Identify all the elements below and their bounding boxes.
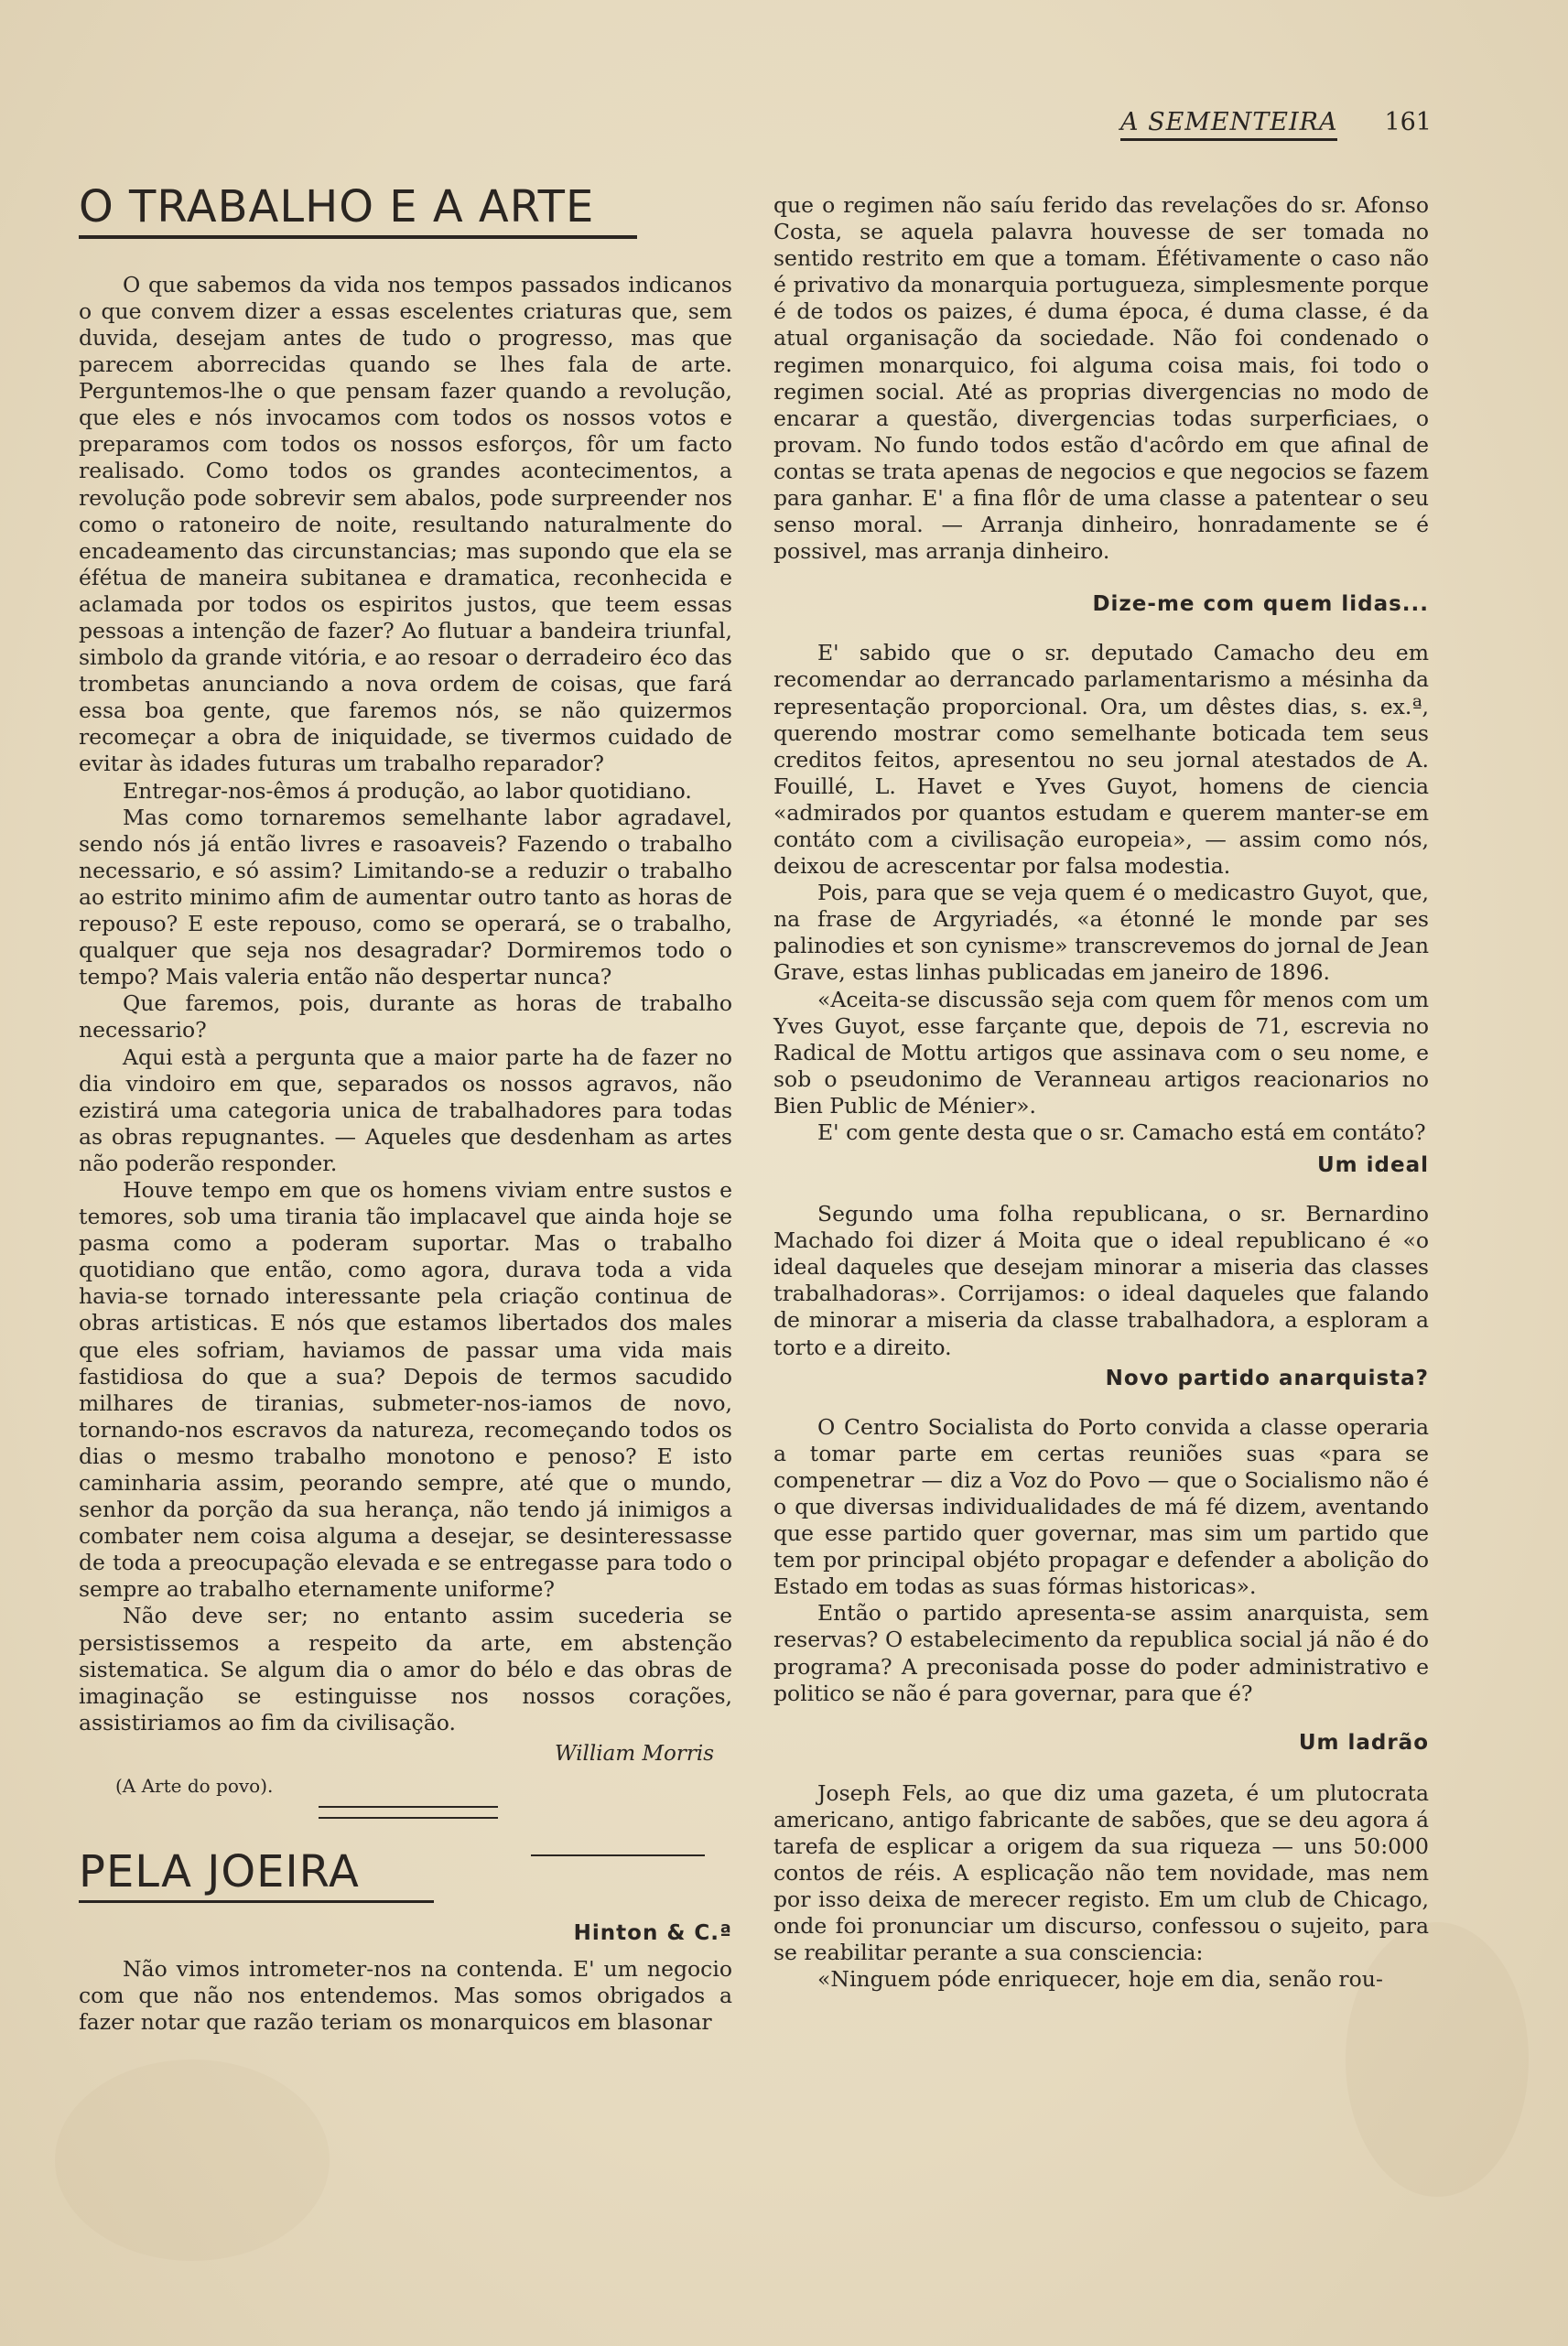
paragraph: Segundo uma folha republicana, o sr. Bernardino Machado foi dizer á Moita que o ideal republicano é «o ideal daqueles que desejam minorar a miseria das classes trabalhadoras». Corrijamos: o ideal daqueles que falando de minorar a miseria da classe trabalhadora, a esploram a torto e a direito. [773,1201,1429,1360]
subheading-um-ideal: Um ideal [1316,1153,1429,1178]
paragraph: O que sabemos da vida nos tempos passados indicanos o que convem dizer a essas escelentes criaturas que, sem duvida, desejam antes de tudo o progresso, mas que parecem aborrecidas quando se lhes fala de arte. Perguntemos-lhe o que pensam fazer quando a revolução, que eles e nós invocamos com todos os nossos votos e preparamos com todos os nossos esforços, fôr um facto realisado. Como todos os grandes acontecimentos, a revolução pode sobrevir sem abalos, pode surpreender nos como o ratoneiro de noite, resultando naturalmente do encadeamento das circunstancias; mas supondo que ela se éfétua de maneira subitanea e dramatica, reconhecida e aclamada por todos os espiritos justos, que teem essas pessoas a intenção de fazer? Ao flutuar a bandeira triunfal, simbolo da grande vitória, e ao resoar o derradeiro éco das trombetas anunciando a nova ordem de coisas, que fará essa boa gente, que faremos nós, se não quizermos recomeçar a obra de iniquidade, se tivermos cuidado de evitar às idades futuras um trabalho reparador? [79,271,732,777]
paragraph: Que faremos, pois, durante as horas de trabalho necessario? [79,990,732,1043]
divider-rule [319,1806,498,1808]
author-signature: William Morris [554,1741,714,1766]
title-underline [79,1900,434,1903]
paragraph: Então o partido apresenta-se assim anarquista, sem reservas? O estabelecimento da republica social já não é do programa? A preconisada posse do poder administrativo e politico se não é para governar, para que é? [773,1600,1429,1706]
paragraph: Houve tempo em que os homens viviam entre sustos e temores, sob uma tirania tão implacavel que ainda hoje se pasma como a poderam suportar. Mas o trabalho quotidiano que então, como agora, durava toda a vida havia-se tornado interessante pela criação continua de obras artisticas. E nós que estamos libertados dos males que eles sofriam, haviamos de passar uma vida mais fastidiosa do que a sua? Depois de termos sacudido milhares de tiranias, submeter-nos-iamos de novo, tornando-nos escravos da natureza, recomeçando todos os dias o mesmo trabalho monotono e penoso? E isto caminharia assim, peorando sempre, até que o mundo, senhor da porção da sua herança, não tendo já inimigos a combater nem coisa alguma a desejar, se desinteressasse de toda a preocupação elevada e se entregasse para todo o sempre ao trabalho eternamente uniforme? [79,1176,732,1603]
divider-rule [319,1817,498,1819]
subheading-dize-me: Dize-me com quem lidas... [1092,592,1429,617]
paragraph: «Ninguem póde enriquecer, hoje em dia, senão rou- [817,1966,1383,1993]
paragraph: Não vimos intrometer-nos na contenda. E' um negocio com que não nos entendemos. Mas somos obrigados a fazer notar que razão teriam os monarquicos em blasonar [79,1955,732,2035]
subheading-hinton: Hinton & C.ª [573,1920,732,1945]
paper-stain [55,2060,330,2261]
running-head [1120,108,1432,150]
paragraph: Não deve ser; no entanto assim sucederia se persistissemos a respeito da arte, em abstenção sistematica. Se algum dia o amor do bélo e das obras de imaginação se estinguisse nos nossos corações, assistiriamos ao fim da civilisação. [79,1603,732,1735]
paragraph: E' sabido que o sr. deputado Camacho deu em recomendar ao derrancado parlamentarismo a mésinha da representação proporcional. Ora, um dêstes dias, s. ex.ª, querendo mostrar como semelhante boticada tem seus creditos feitos, apresentou no seu jornal atestados de A. Fouillé, L. Havet e Yves Guyot, homens de ciencia «admirados por quantos estudam e querem manter-se em contáto com a civilisação europeia», — assim como nós, deixou de acrescentar por falsa modestia. [773,640,1429,880]
paragraph: Entregar-nos-êmos á produção, ao labor quotidiano. [123,777,692,804]
paragraph: «Aceita-se discussão seja com quem fôr menos com um Yves Guyot, esse farçante que, depois de 71, escrevia no Radical de Mottu artigos que assinava com o seu nome, e sob o pseudonimo de Veranneau artigos reacionarios no Bien Public de Ménier». [773,986,1429,1119]
divider-rule [531,1854,705,1856]
journal-title: A SEMENTEIRA [1120,108,1337,141]
title-underline [79,235,637,239]
article-title-trabalho-arte: O TRABALHO E A ARTE [79,181,595,232]
paragraph: Mas como tornaremos semelhante labor agradavel, sendo nós já então livres e rasoaveis? Fazendo o trabalho necessario, e só assim? Limitando-se a reduzir o trabalho ao estrito minimo afim de aumentar outro tanto as horas de repouso? E este repouso, como se operará, se o trabalho, qualquer que seja nos desagradar? Dormiremos todo o tempo? Mais valeria então não despertar nunca? [79,804,732,990]
right-column [773,192,1429,1993]
subheading-um-ladrao: Um ladrão [1298,1730,1429,1755]
paragraph: O Centro Socialista do Porto convida a classe operaria a tomar parte em certas reuniões suas «para se compenetrar — diz a Voz do Povo — que o Socialismo não é o que diversas individualidades de má fé dizem, aventando que esse partido quer governar, mas sim um partido que tem por principal objéto propagar e defender a abolição do Estado em todas as suas fórmas historicas». [773,1413,1429,1600]
paragraph: Aqui està a pergunta que a maior parte ha de fazer no dia vindoiro em que, separados os nossos agravos, não ezistirá uma categoria unica de trabalhadores para todas as obras repugnantes. — Aqueles que desdenham as artes não poderão responder. [79,1043,732,1176]
subheading-novo-partido: Novo partido anarquista? [1105,1366,1429,1390]
section-divider [79,1797,732,1833]
paragraph: Joseph Fels, ao que diz uma gazeta, é um plutocrata americano, antigo fabricante de sabões, que se deu agora á tarefa de esplicar a origem da sua riqueza — uns 50:000 contos de réis. A esplicação não tem novidade, mas nem por isso deixa de merecer registo. Em um club de Chicago, onde foi pronunciar um discurso, confessou o sujeito, para se reabilitar perante a sua consciencia: [773,1779,1429,1966]
signature-block [79,1742,732,1797]
paragraph: E' com gente desta que o sr. Camacho está em contáto? [817,1119,1426,1145]
article-title-pela-joeira: PELA JOEIRA [79,1845,360,1897]
paragraph: Pois, para que se veja quem é o medicastro Guyot, que, na frase de Argyriadés, «a étonné le monde par ses palinodies et son cynisme» transcrevemos do jornal de Jean Grave, estas linhas publicadas em janeiro de 1896. [773,880,1429,986]
left-column [79,183,732,2036]
source-citation: (A Arte do povo). [115,1774,274,1797]
article-body-trabalho-arte [79,272,732,1736]
page-number: 161 [1384,108,1432,136]
paragraph: que o regimen não saíu ferido das revelações do sr. Afonso Costa, se aquela palavra houvesse de ser tomada no sentido restrito em que a tomam. Éfétivamente o caso não é privativo da monarquia portugueza, simplesmente porque é de todos os paizes, é duma época, é duma classe, é da atual organisação da sociedade. Não foi condenado o regimen monarquico, foi alguma coisa mais, foi todo o regimen social. Até as proprias divergencias no modo de encarar a questão, divergencias todas surperficiaes, o provam. No fundo todos estão d'acôrdo em que afinal de contas se trata apenas de negocios e que negocios se fazem para ganhar. E' a fina flôr de uma classe a patentear o seu senso moral. — Arranja dinheiro, honradamente se é possivel, mas arranja dinheiro. [773,192,1429,565]
